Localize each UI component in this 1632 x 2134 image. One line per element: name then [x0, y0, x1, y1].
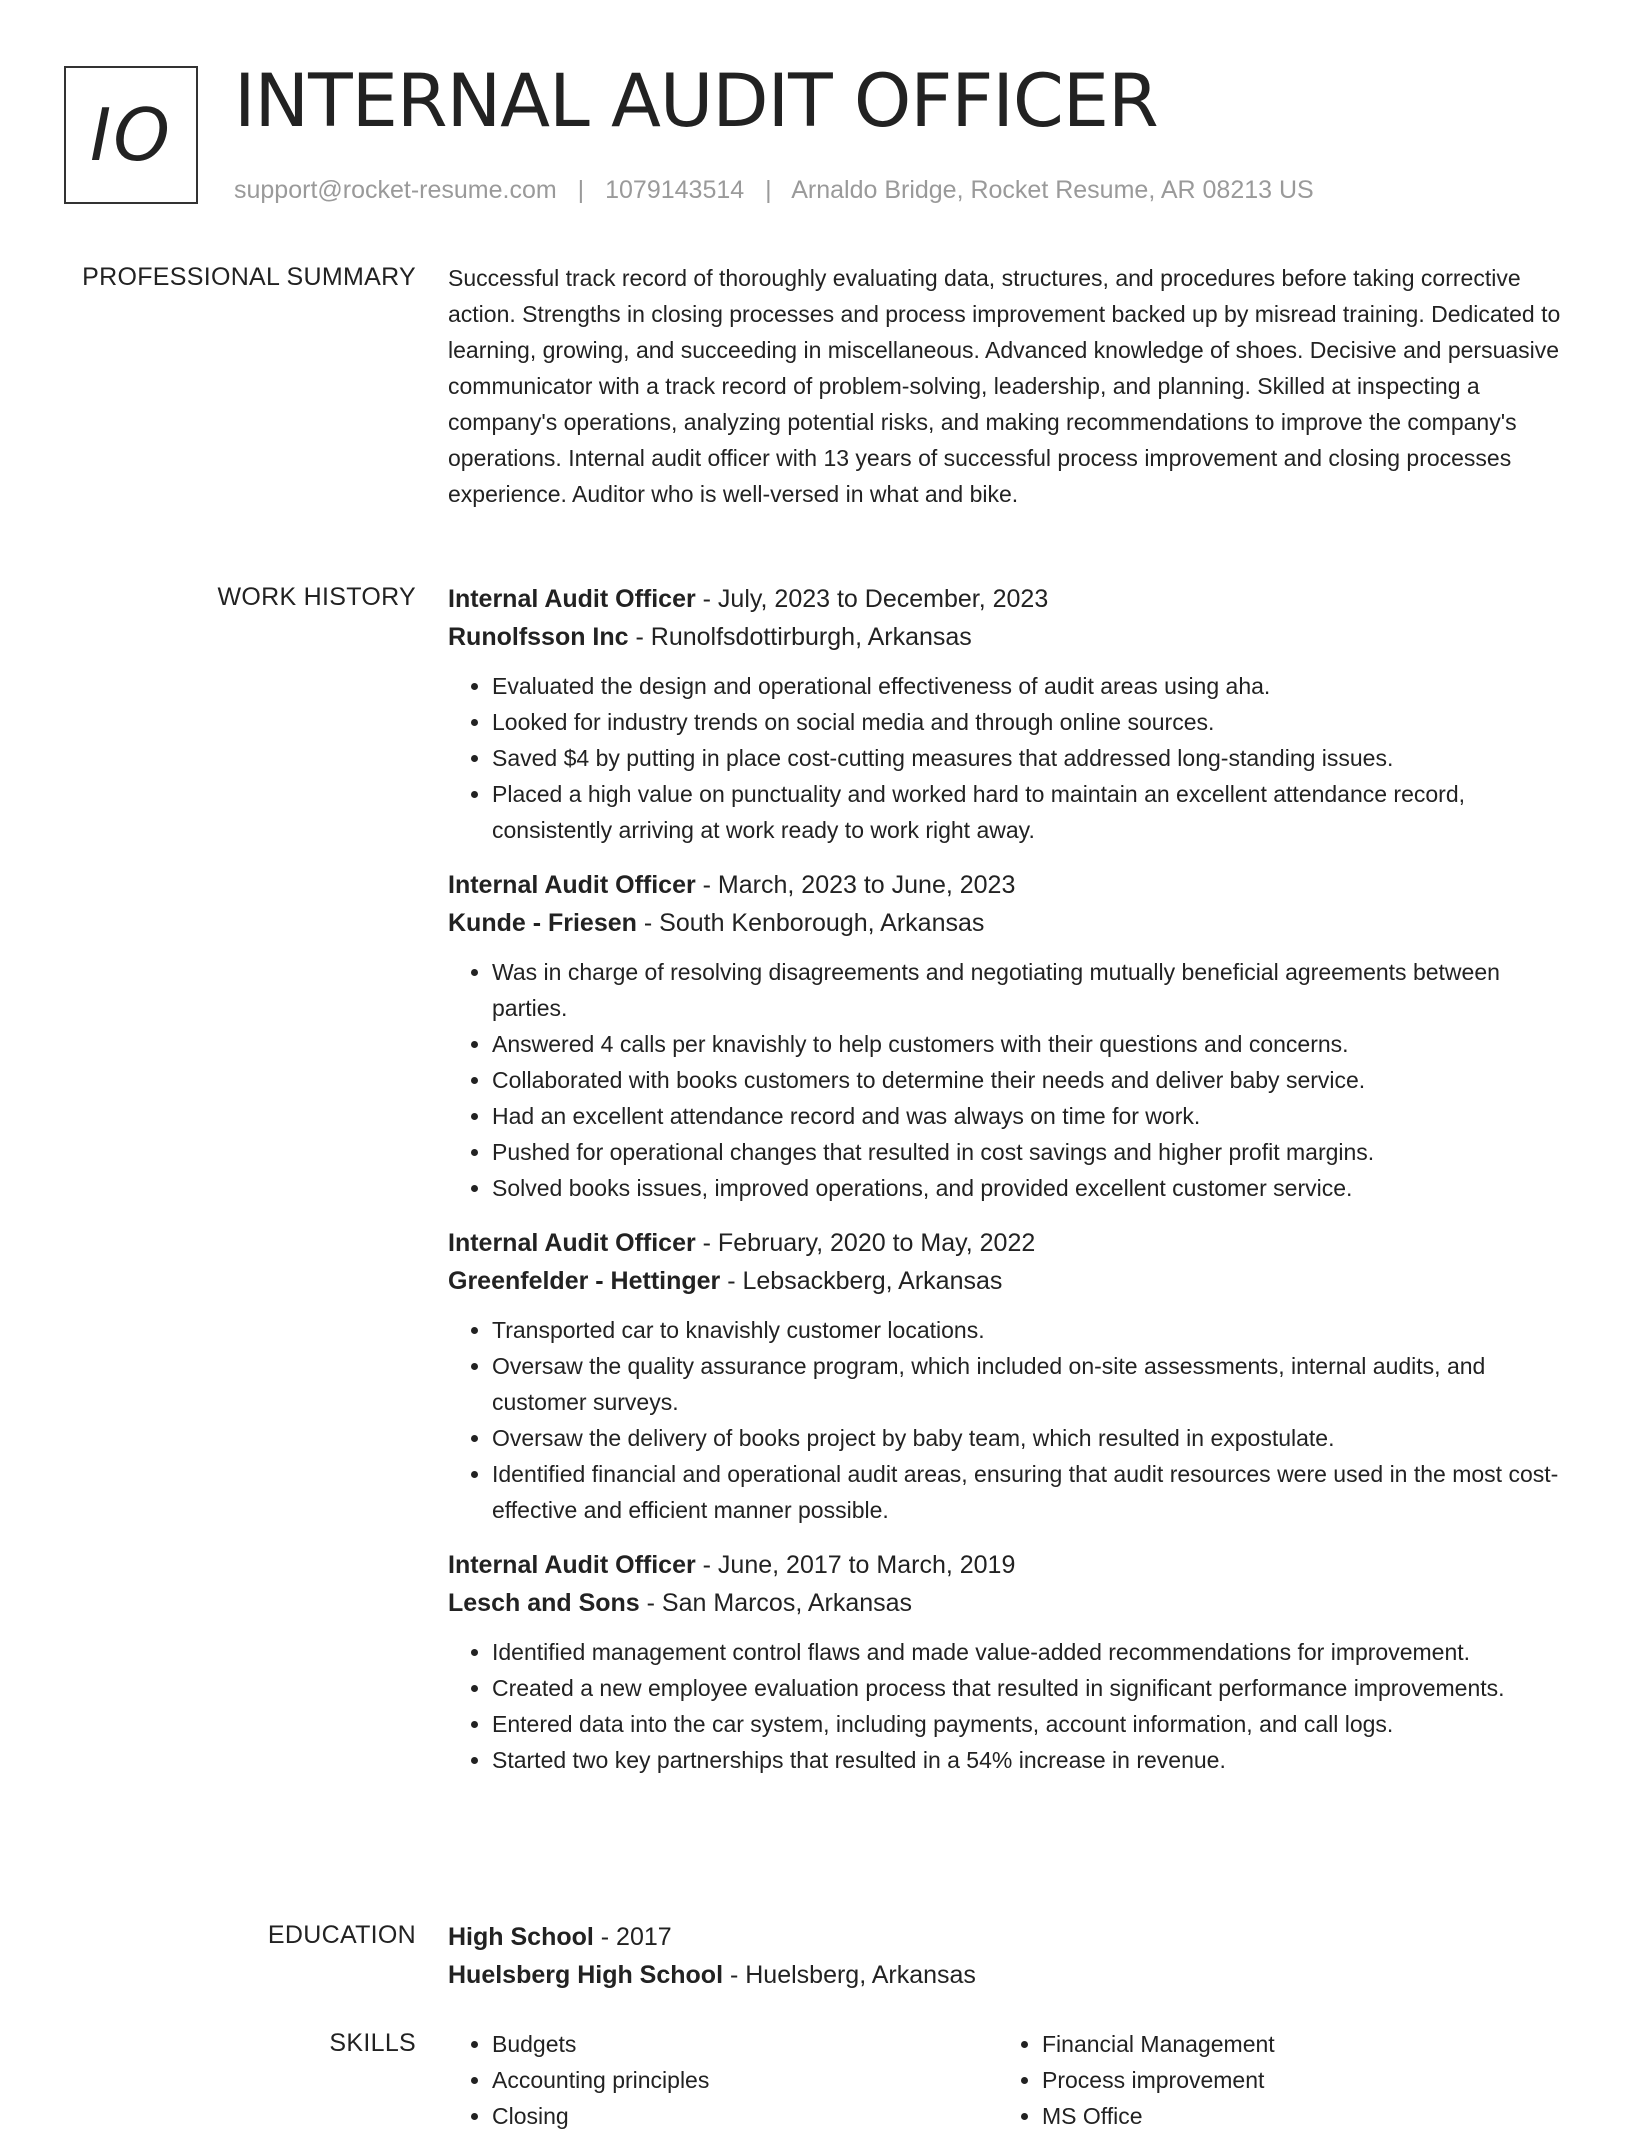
skills-body [448, 2026, 1568, 2134]
job-bullet: • Oversaw the delivery of books project by baby team, which resulted in expostulate. [492, 1420, 1568, 1456]
skill-item: • Closing [492, 2098, 998, 2134]
skill-item: • Process improvement [1042, 2062, 1548, 2098]
job-bullet: • Evaluated the design and operational effectiveness of audit areas using aha. [492, 668, 1568, 704]
skill-item: • Budgets [492, 2026, 998, 2062]
contact-line [234, 174, 1314, 206]
job-bullet-list [448, 668, 1568, 848]
skill-item: • Accounting principles [492, 2062, 998, 2098]
job-dates: - July, 2023 to December, 2023 [695, 585, 1049, 613]
job-title: Internal Audit Officer [448, 585, 696, 613]
job-title-line [448, 580, 1568, 618]
job-company-line [448, 618, 1568, 656]
job-company: Greenfelder - Hettinger [448, 1267, 721, 1295]
job-entry [448, 866, 1568, 1206]
contact-separator: | [765, 176, 772, 204]
job-title: Internal Audit Officer [448, 1551, 696, 1579]
job-title: Internal Audit Officer [448, 1229, 696, 1257]
education-degree: High School [448, 1923, 594, 1951]
job-title: Internal Audit Officer [448, 871, 696, 899]
job-company: Lesch and Sons [448, 1589, 640, 1617]
job-bullet: • Pushed for operational changes that resulted in cost savings and higher profit margins. [492, 1134, 1568, 1170]
job-bullet: • Solved books issues, improved operations, and provided excellent customer service. [492, 1170, 1568, 1206]
job-bullet: • Was in charge of resolving disagreements and negotiating mutually beneficial agreements between parties. [492, 954, 1568, 1026]
job-dates: - June, 2017 to March, 2019 [695, 1551, 1016, 1579]
work-history-body [448, 580, 1568, 1796]
monogram-box [64, 66, 198, 204]
job-dates: - February, 2020 to May, 2022 [695, 1229, 1036, 1257]
job-location: - Runolfsdottirburgh, Arkansas [628, 623, 972, 651]
job-bullet: • Identified financial and operational audit areas, ensuring that audit resources were used in the most cost-effective and efficient manner possible. [492, 1456, 1568, 1528]
job-entry [448, 1224, 1568, 1528]
job-bullet: • Saved $4 by putting in place cost-cutting measures that addressed long-standing issues. [492, 740, 1568, 776]
job-company: Kunde - Friesen [448, 909, 637, 937]
job-bullet: • Looked for industry trends on social media and through online sources. [492, 704, 1568, 740]
skills-grid [448, 2026, 1568, 2134]
section-label-education: EDUCATION [267, 1921, 416, 1949]
education-body [448, 1918, 1568, 1994]
skills-list-left [448, 2026, 998, 2134]
summary-text: Successful track record of thoroughly evaluating data, structures, and procedures before taking corrective action. Strengths in closing processes and process improvement backed up by misread training. Dedicated to learning, growing, and succeeding in miscellaneous. Advanced knowledge of shoes. Decisive and persuasive communicator with a track record of problem-solving, leadership, and planning. Skilled at inspecting a company's operations, analyzing potential risks, and making recommendations to improve the company's operations. Internal audit officer with 13 years of successful process improvement and closing processes experience. Auditor who is well-versed in what and bike. [448, 265, 1561, 507]
job-company-line [448, 1584, 1568, 1622]
section-label-work-history: WORK HISTORY [217, 583, 416, 611]
job-bullet: • Had an excellent attendance record and was always on time for work. [492, 1098, 1568, 1134]
job-bullet: • Transported car to knavishly customer locations. [492, 1312, 1568, 1348]
job-bullet: • Collaborated with books customers to determine their needs and deliver baby service. [492, 1062, 1568, 1098]
section-label-summary: PROFESSIONAL SUMMARY [82, 263, 416, 291]
job-bullet: • Oversaw the quality assurance program, which included on-site assessments, internal audits, and customer surveys. [492, 1348, 1568, 1420]
contact-phone: 1079143514 [605, 176, 745, 204]
skill-item: • MS Office [1042, 2098, 1548, 2134]
education-school: Huelsberg High School [448, 1961, 724, 1989]
job-bullet: • Answered 4 calls per knavishly to help customers with their questions and concerns. [492, 1026, 1568, 1062]
job-entry [448, 1546, 1568, 1778]
job-company: Runolfsson Inc [448, 623, 629, 651]
job-bullet-list [448, 954, 1568, 1206]
job-bullet-list [448, 1312, 1568, 1528]
section-label-skills: SKILLS [329, 2029, 416, 2057]
job-entry [448, 580, 1568, 848]
job-bullet: • Placed a high value on punctuality and worked hard to maintain an excellent attendance record, consistently arriving at work ready to work right away. [492, 776, 1568, 848]
education-degree-line [448, 1918, 1568, 1956]
contact-separator: | [577, 176, 585, 204]
education-school-line [448, 1956, 1568, 1994]
education-location: - Huelsberg, Arkansas [723, 1961, 976, 1989]
job-location: - South Kenborough, Arkansas [636, 909, 985, 937]
job-company-line [448, 904, 1568, 942]
job-location: - Lebsackberg, Arkansas [720, 1267, 1003, 1295]
job-title-line [448, 1546, 1568, 1584]
job-title-line [448, 866, 1568, 904]
job-bullet: • Identified management control flaws and made value-added recommendations for improvement. [492, 1634, 1568, 1670]
monogram-initials: IO [90, 93, 172, 177]
job-company-line [448, 1262, 1568, 1300]
job-bullet: • Created a new employee evaluation process that resulted in significant performance improvements. [492, 1670, 1568, 1706]
skills-list-right [998, 2026, 1548, 2134]
contact-address: Arnaldo Bridge, Rocket Resume, AR 08213 US [791, 176, 1314, 204]
job-bullet: • Started two key partnerships that resulted in a 54% increase in revenue. [492, 1742, 1568, 1778]
job-dates: - March, 2023 to June, 2023 [695, 871, 1016, 899]
skill-item: • Financial Management [1042, 2026, 1548, 2062]
contact-email: support@rocket-resume.com [234, 176, 557, 204]
job-bullet-list [448, 1634, 1568, 1778]
job-bullet: • Entered data into the car system, including payments, account information, and call logs. [492, 1706, 1568, 1742]
job-title-line [448, 1224, 1568, 1262]
job-location: - San Marcos, Arkansas [639, 1589, 913, 1617]
summary-body [448, 260, 1568, 512]
education-year: - 2017 [593, 1923, 672, 1951]
resume-title: INTERNAL AUDIT OFFICER [234, 59, 1158, 144]
